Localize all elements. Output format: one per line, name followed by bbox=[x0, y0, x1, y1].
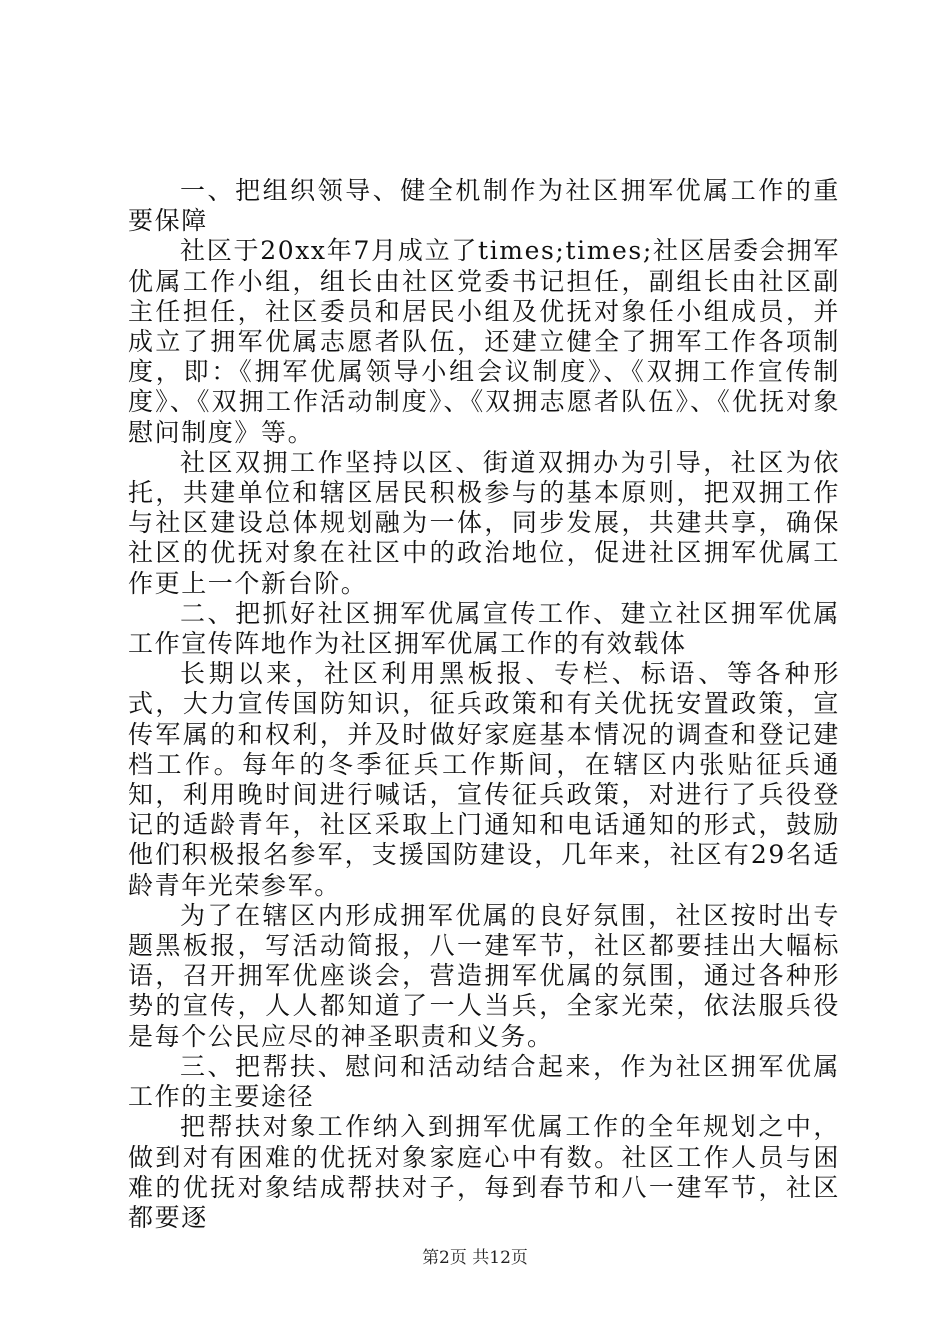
section-heading-1: 一、把组织领导、健全机制作为社区拥军优属工作的重要保障 bbox=[128, 176, 840, 236]
body-paragraph: 把帮扶对象工作纳入到拥军优属工作的全年规划之中，做到对有困难的优抚对象家庭心中有数。社区工作人员与困难的优抚对象结成帮扶对子，每到春节和八一建军节，社区都要逐 bbox=[128, 1112, 840, 1232]
section-heading-3: 三、把帮扶、慰问和活动结合起来，作为社区拥军优属工作的主要途径 bbox=[128, 1051, 840, 1112]
body-paragraph: 社区于20xx年7月成立了times;times;社区居委会拥军优属工作小组，组长由社区党委书记担任，副组长由社区副主任担任，社区委员和居民小组及优抚对象任小组成员，并成立了拥军优属志愿者队伍，还建立健全了拥军工作各项制度，即：《拥军优属领导小组会议制度》、《双拥工作宣传制度》、《双拥工作活动制度》、《双拥志愿者队伍》、《优抚对象慰问制度》等。 bbox=[128, 236, 840, 447]
body-paragraph: 为了在辖区内形成拥军优属的良好氛围，社区按时出专题黑板报，写活动简报，八一建军节，社区都要挂出大幅标语，召开拥军优座谈会，营造拥军优属的氛围，通过各种形势的宣传，人人都知道了一人当兵，全家光荣，依法服兵役是每个公民应尽的神圣职责和义务。 bbox=[128, 900, 840, 1051]
body-paragraph: 社区双拥工作坚持以区、街道双拥办为引导，社区为依托，共建单位和辖区居民积极参与的基本原则，把双拥工作与社区建设总体规划融为一体，同步发展，共建共享，确保社区的优抚对象在社区中的政治地位，促进社区拥军优属工作更上一个新台阶。 bbox=[128, 447, 840, 598]
document-body bbox=[128, 176, 840, 1233]
body-paragraph: 长期以来，社区利用黑板报、专栏、标语、等各种形式，大力宣传国防知识，征兵政策和有关优抚安置政策，宣传军属的和权利，并及时做好家庭基本情况的调查和登记建档工作。每年的冬季征兵工作斯间，在辖区内张贴征兵通知，利用晚时间进行喊话，宣传征兵政策，对进行了兵役登记的适龄青年，社区采取上门通知和电话通知的形式，鼓励他们积极报名参军，支援国防建设，几年来，社区有29名适龄青年光荣参军。 bbox=[128, 659, 840, 900]
page-footer: 第2页 共12页 bbox=[422, 1248, 528, 1268]
section-heading-2: 二、把抓好社区拥军优属宣传工作、建立社区拥军优属工作宣传阵地作为社区拥军优属工作的有效载体 bbox=[128, 598, 840, 659]
